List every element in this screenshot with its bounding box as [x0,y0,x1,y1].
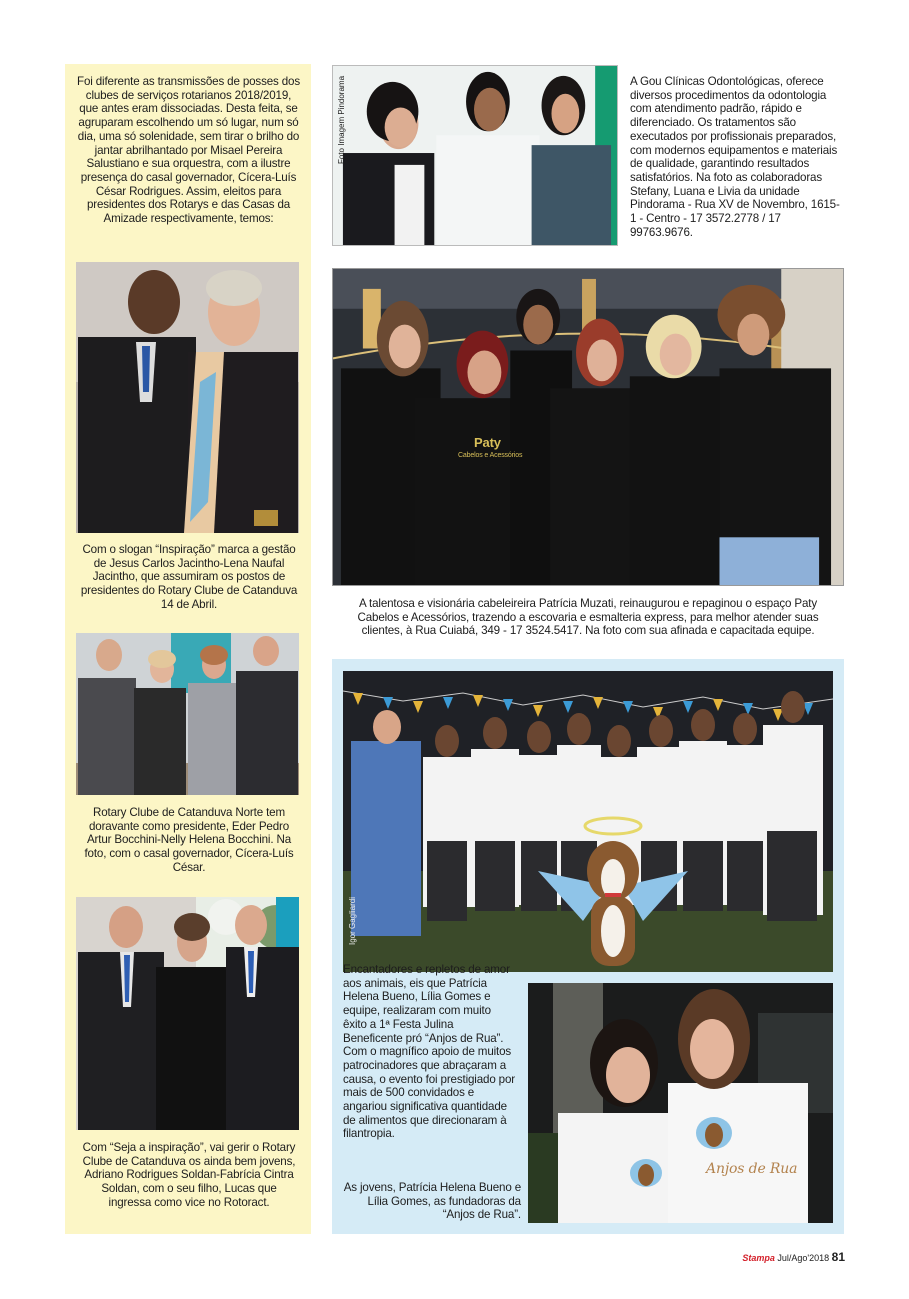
page-number: 81 [831,1250,845,1264]
photo-paty-salon [332,268,844,586]
caption-anjos-founders: As jovens, Patrícia Helena Bueno e Lília Gomes, as fundadoras da “Anjos de Rua”. [343,1181,521,1222]
salon-shirt-brand: Paty [474,435,501,450]
caption-rotary-norte: Rotary Clube de Catanduva Norte tem doravante como presidente, Eder Pedro Artur Bocchini-Nelly Helena Bocchini. Na foto, com o casal governador, Cícera-Luís César. [84,806,294,874]
festa-body-text: Encantadores e repletos de amor aos animais, eis que Patrícia Helena Bueno, Lília Gomes e equipe, realizaram com muito êxito a 1ª Festa Julina Beneficente pró “Anjos de Rua”. Com o magnífico apoio de muitos patrocinadores que abraçaram a causa, o evento foi prestigiado por mais de 500 convidados e angariou significativa quantidade de alimentos que direcionaram à filantropia. [343,963,515,1141]
caption-rotary-14-abril: Com o slogan “Inspiração” marca a gestão de Jesus Carlos Jacintho-Lena Naufal Jacintho, que assumiram os postos de presidentes do Rotary Clube de Catanduva 14 de Abril. [80,543,298,611]
shirt-text-anjos: Anjos de Rua [706,1161,798,1177]
photo-gou-clinicas [332,65,618,246]
photo-festa-julina [343,671,833,972]
photo-rotary-catanduva [76,897,299,1130]
caption-gou-clinicas: A Gou Clínicas Odontológicas, oferece diversos procedimentos da odontologia com atendimento padrão, rápido e diferenciado. Os tratamentos são executados por profissionais preparados, com modernos equipamentos e materiais de qualidade, garantindo resultados satisfatórios. Na foto as colaboradoras Stefany, Luana e Livia da unidade Pindorama - Rua XV de Novembro, 1615-1 - Centro - 17 3572.2778 / 17 99763.9676. [630,75,840,239]
photo-rotary-14-abril [76,262,299,533]
photo-anjos-de-rua-founders [528,983,833,1223]
photo-credit-festa: Igor Gagliardi [348,896,357,945]
photo-rotary-norte [76,633,299,795]
page-footer [742,1250,845,1264]
intro-text: Foi diferente as transmissões de posses dos clubes de serviços rotarianos 2018/2019, que antes eram dissociadas. Desta feita, se agruparam escolhendo um só lugar, num só dia, uma só solenidade, sem tirar o brilho do jantar abrilhantado por Misael Pereira Salustiano e sua orquestra, com a ilustre presença do casal governador, Cícera-Luís César Rodrigues. Assim, eleitos para presidentes dos Rotarys e das Casas da Amizade respectivamente, temos: [77,75,300,226]
caption-paty-salon: A talentosa e visionária cabeleireira Patrícia Muzati, reinaugurou e repaginou o espaço Paty Cabelos e Acessórios, trazendo a escovaria e esmalteria express, para melhor atender suas clientes, à Rua Cuiabá, 349 - 17 3524.5417. Na foto com sua afinada e capacitada equipe. [357,597,819,638]
salon-shirt-sub: Cabelos e Acessórios [458,452,523,459]
caption-rotary-catanduva: Com “Seja a inspiração”, vai gerir o Rotary Clube de Catanduva os ainda bem jovens, Adriano Rodrigues Soldan-Fabrícia Cintra Soldan, com o seu filho, Lucas que ingressa como vice no Rotoract. [82,1141,296,1209]
footer-issue: Jul/Ago'2018 [777,1253,830,1263]
photo-credit-gou: Foto Imagem Pindorama [337,75,346,164]
footer-brand: Stampa [742,1253,775,1263]
